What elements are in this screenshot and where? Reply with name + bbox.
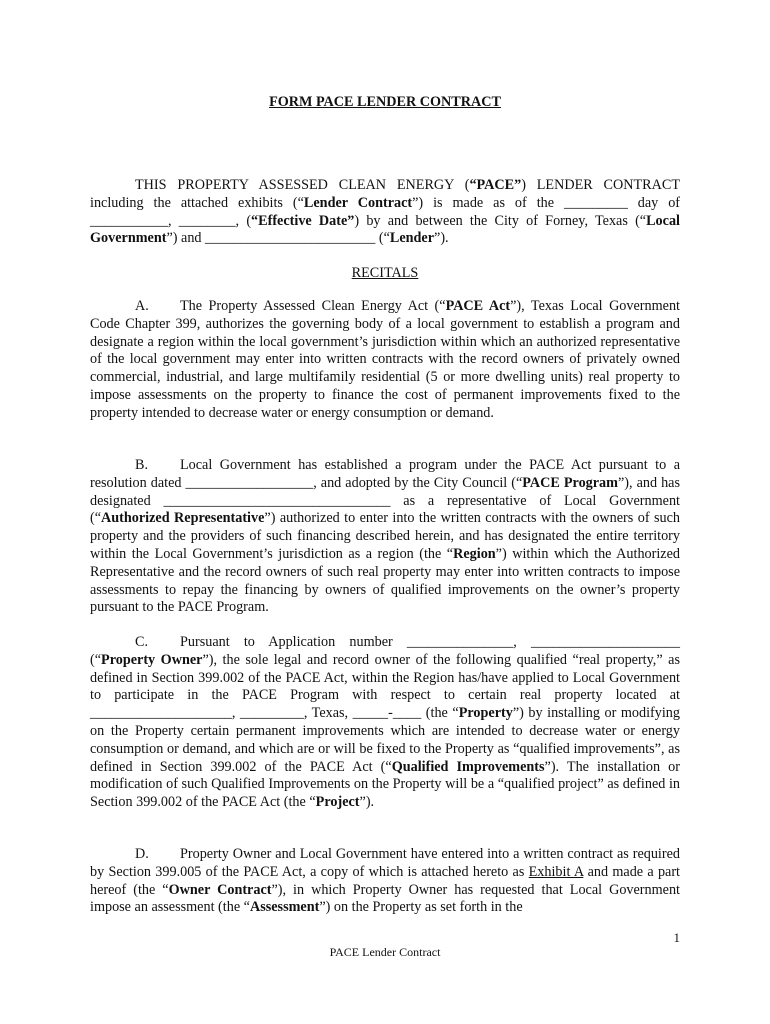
defined-term: PACE Act	[445, 298, 511, 314]
defined-term: Assessment	[249, 899, 320, 916]
recital-text: ”) by installing or modifying on the Property certain permanent improvements which are intended to decrease water or energy consumption or demand, and which are or will be fixed to the Property as “qualified improvements”, as defined in Section 399.002 of the PACE Act (“	[90, 705, 680, 775]
recital-text: ”).	[359, 794, 375, 811]
page-footer: PACE Lender Contract	[329, 945, 441, 959]
intro-text: ) LENDER CONTRACT including the attached exhibits (“	[90, 177, 680, 211]
defined-term: Local Government	[90, 212, 680, 247]
defined-term: Property Owner	[101, 651, 203, 668]
intro-paragraph	[90, 177, 680, 248]
defined-term: Region	[453, 545, 496, 562]
recital-label: A.	[135, 298, 149, 314]
recital-d	[90, 846, 680, 917]
recital-text: ”). The installation or modification of such Qualified Improvements on the Property will be a “qualified project” as defined in Section 399.002 of the PACE Act (the “	[90, 758, 680, 811]
recital-text: The Property Assessed Clean Energy Act (“	[180, 298, 446, 314]
page-number: 1	[673, 930, 680, 945]
recital-text: Pursuant to Application number _______________, _____________________ (“	[90, 634, 680, 668]
page-title: FORM PACE LENDER CONTRACT	[269, 94, 501, 110]
defined-term: Owner Contract	[168, 881, 272, 898]
defined-term: Project	[315, 794, 360, 811]
recital-c	[90, 634, 680, 812]
recital-a	[90, 298, 680, 423]
recital-text: ”) within which the Authorized Representative and the record owners of such real property may enter into written contracts to impose assessments to repay the financing by owners of qualified improvements on the owner’s property pursuant to the PACE Program.	[90, 545, 680, 616]
recital-text: Property Owner and Local Government have entered into a written contract as required by Section 399.005 of the PACE Act, a copy of which is attached hereto as	[90, 846, 680, 880]
intro-text: ) by and between the City of Forney, Texas (“	[354, 212, 647, 229]
defined-term: Authorized Representative	[101, 510, 265, 527]
recital-text: ”), in which Property Owner has requested that Local Government impose an assessment (the “	[90, 881, 680, 916]
exhibit-reference: Exhibit A	[528, 863, 584, 880]
recital-text: and made a part hereof (the “	[90, 863, 681, 898]
recital-text: Local Government has established a program under the PACE Act pursuant to a resolution dated __________________, and adopted by the City Council (“	[90, 457, 680, 491]
recital-text: ”), and has designated ________________________________ as a representative of Local Government (“	[90, 474, 680, 527]
defined-term: PACE Program	[522, 474, 618, 491]
recital-text: ”) authorized to enter into the written contracts with the owners of such property and the providers of such financing described herein, and has designated the entire territory within the Local Government’s jurisdiction as a region (the “	[90, 510, 680, 562]
recital-text: ”), the sole legal and record owner of the following qualified “real property,” as defined in Section 399.002 of the PACE Act, within the Region has/have applied to Local Government to participate in the PACE Program with respect to certain real property located at ____________________, _________, Texas, _____-____ (the “	[90, 651, 680, 722]
recital-label: D.	[135, 846, 149, 862]
recital-text: ”) on the Property as set forth in the	[319, 899, 523, 916]
recital-label: C.	[135, 634, 149, 650]
recital-text: ”), Texas Local Government Code Chapter 399, authorizes the governing body of a local government to establish a program and designate a region within the local government’s jurisdiction within which an authorized representative of the local government may enter into written contracts with the record owners of privately owned commercial, industrial, and large multifamily residential (5 or more dwelling units) real property to impose assessments on the property to finance the cost of permanent improvements fixed to the property intended to decrease water or energy consumption or demand.	[90, 298, 680, 421]
intro-text: ”).	[434, 230, 449, 247]
defined-term: Qualified Improvements	[391, 758, 545, 775]
defined-term: Lender	[389, 230, 435, 247]
intro-text: ”) is made as of the _________ day of ___________, ________, (	[90, 194, 681, 229]
recital-b	[90, 457, 680, 617]
intro-text: THIS PROPERTY ASSESSED CLEAN ENERGY (	[135, 177, 470, 193]
recitals-heading: RECITALS	[351, 265, 419, 281]
defined-term: “Effective Date”	[251, 212, 355, 229]
recital-label: B.	[135, 457, 149, 473]
defined-term: Lender Contract	[303, 194, 413, 211]
intro-text: ”) and ________________________ (“	[166, 230, 390, 247]
defined-term: Property	[458, 705, 513, 722]
defined-term: “PACE”	[469, 177, 522, 193]
